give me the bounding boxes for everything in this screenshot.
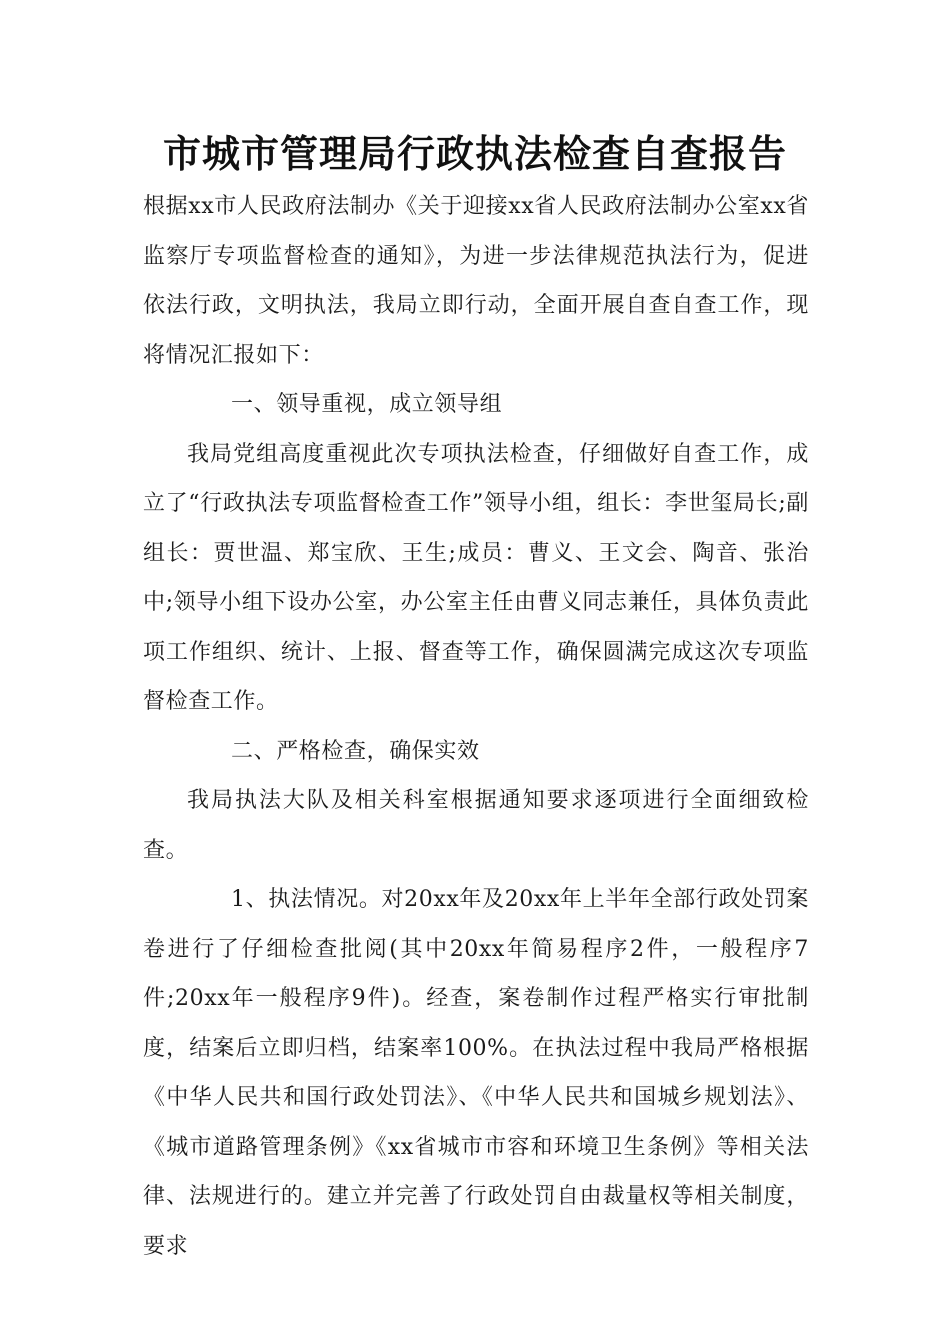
intro-paragraph: 根据xx市人民政府法制办《关于迎接xx省人民政府法制办公室xx省监察厅专项监督检查的通知》，为进一步法律规范执法行为，促进依法行政，文明执法，我局立即行动，全面开展自查自查工作，现将情况汇报如下： [143, 194, 809, 368]
section-1-paragraph: 我局党组高度重视此次专项执法检查，仔细做好自查工作，成立了“行政执法专项监督检查工作”领导小组，组长：李世玺局长;副组长：贾世温、郑宝欣、王生;成员：曹义、王文会、陶音、张治中;领导小组下设办公室，办公室主任由曹义同志兼任，具体负责此项工作组织、统计、上报、督查等工作，确保圆满完成这次专项监督检查工作。 [143, 441, 809, 714]
section-heading-1: 一、领导重视，成立领导组 [231, 392, 503, 417]
section-heading-2: 二、严格检查，确保实效 [231, 738, 480, 764]
document-title: 市城市管理局行政执法检查自查报告 [162, 132, 787, 176]
document-body [143, 182, 809, 1271]
section-2-paragraph: 我局执法大队及相关科室根据通知要求逐项进行全面细致检查。 [143, 788, 809, 863]
enforcement-paragraph: 1、执法情况。对20xx年及20xx年上半年全部行政处罚案卷进行了仔细检查批阅(其中20xx年简易程序2件，一般程序7件;20xx年一般程序9件)。经查，案卷制作过程严格实行审批制度，结案后立即归档，结案率100%。在执法过程中我局严格根据《中华人民共和国行政处罚法》、《中华人民共和国城乡规划法》、《城市道路管理条例》《xx省城市市容和环境卫生条例》等相关法律、法规进行的。建立并完善了行政处罚自由裁量权等相关制度，要求 [143, 887, 809, 1259]
